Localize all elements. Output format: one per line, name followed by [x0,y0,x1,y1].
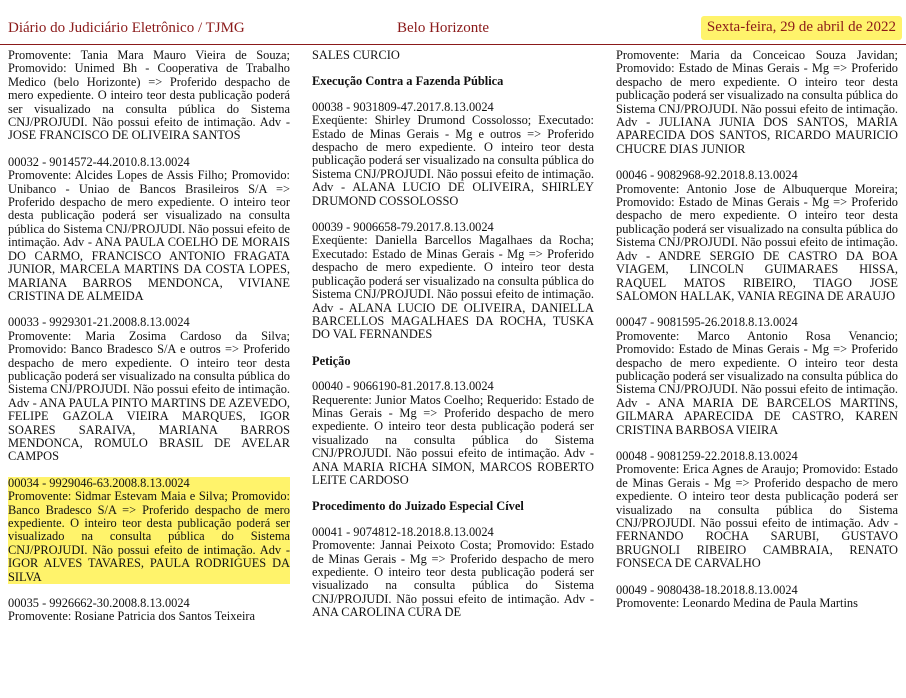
journal-title: Diário do Judiciário Eletrônico / TJMG [8,20,245,36]
column-1 [8,49,290,637]
entry [312,526,594,620]
entry [616,169,898,303]
entry-body: Promovente: Sidmar Estevam Maia e Silva; Promovido: Banco Bradesco S/A => Proferido despacho de mero expediente. O inteiro teor desta publicação poderá ser visualizado na consulta pública do Sistema CNJ/PROJUDI. Não possui efeito de intimação. Adv - IGOR ALVES TAVARES, PAULA RODRIGUES DA SILVA [8,489,290,584]
entry [312,221,594,342]
process-number: 00048 - 9081259-22.2018.8.13.0024 [616,448,798,463]
entry [8,156,290,303]
entry-body: SALES CURCIO [312,48,400,62]
entry [8,597,290,624]
entry-body: Promovente: Rosiane Patricia dos Santos Teixeira [8,609,256,624]
entry [312,49,594,62]
process-number: 00041 - 9074812-18.2018.8.13.0024 [312,524,494,539]
process-number: 00035 - 9926662-30.2008.8.13.0024 [8,596,190,611]
entry-body: Promovente: Maria Zosima Cardoso da Silva; Promovido: Banco Bradesco S/A e outros => Proferido despacho de mero expediente. O inteiro teor desta publicação poderá ser visualizado na consulta pública do Sistema CNJ/PROJUDI. Não possui efeito de intimação. Adv - ANA PAULA PINTO MARTINS DE AZEVEDO, FELIPE GAZOLA VIEIRA MARQUES, IGOR SOARES SARAIVA, MARIANA BARROS MENDONCA, ROMULO BRASIL DE AVELAR CAMPOS [8,328,290,464]
process-number: 00046 - 9082968-92.2018.8.13.0024 [616,168,798,183]
process-number: 00033 - 9929301-21.2008.8.13.0024 [8,315,190,330]
section-title: Execução Contra a Fazenda Pública [312,74,504,89]
entry-body: Exeqüente: Shirley Drumond Cossolosso; Executado: Estado de Minas Gerais - Mg e outros => Proferido despacho de mero expediente. O inteiro teor desta publicação poderá ser visualizado na consulta pública do Sistema CNJ/PROJUDI. Não possui efeito de intimação. Adv - ALANA LUCIO DE OLIVEIRA, SHIRLEY DRUMOND COSSOLOSSO [312,113,594,208]
entry-body: Exeqüente: Daniella Barcellos Magalhaes da Rocha; Executado: Estado de Minas Gerais - Mg => Proferido despacho de mero expediente. O inteiro teor desta publicação poderá ser visualizado na consulta pública do Sistema CNJ/PROJUDI. Não possui efeito de intimação. Adv - ALANA LUCIO DE OLIVEIRA, DANIELLA BARCELLOS MAGALHAES DA ROCHA, TUSKA DO VAL FERNANDES [312,233,594,342]
entry [616,49,898,156]
process-number: 00032 - 9014572-44.2010.8.13.0024 [8,154,190,169]
entry-body: Promovente: Tania Mara Mauro Vieira de Souza; Promovido: Unimed Bh - Cooperativa de Trabalho Medico (belo Horizonte) => Proferido despacho de mero expediente. O inteiro teor desta publicação poderá ser visualizado na consulta pública do Sistema CNJ/PROJUDI. Não possui efeito de intimação. Adv - JOSE FRANCISCO DE OLIVEIRA SANTOS [8,48,290,143]
entry-body: Promovente: Marco Antonio Rosa Venancio; Promovido: Estado de Minas Gerais - Mg => Proferido despacho de mero expediente. O inteiro teor desta publicação poderá ser visualizado na consulta pública do Sistema CNJ/PROJUDI. Não possui efeito de intimação. Adv - ANA MARIA DE BARCELOS MARTINS, GILMARA APARECIDA DE CASTRO, KAREN CRISTINA BARBOSA VIEIRA [616,328,898,437]
publication-date: Sexta-feira, 29 de abril de 2022 [701,16,902,40]
process-number: 00040 - 9066190-81.2017.8.13.0024 [312,379,494,394]
entry [8,49,290,143]
entry [616,450,898,571]
entry-body: Promovente: Erica Agnes de Araujo; Promovido: Estado de Minas Gerais - Mg => Proferido despacho de mero expediente. O inteiro teor desta publicação poderá ser visualizado na consulta pública do Sistema CNJ/PROJUDI. Não possui efeito de intimação. Adv - FERNANDO ROCHA SARUBI, GUSTAVO BRUGNOLI RIBEIRO CAMBRAIA, RENATO FONSECA DE CARVALHO [616,462,898,571]
entry-body: Promovente: Maria da Conceicao Souza Javidan; Promovido: Estado de Minas Gerais - Mg => Proferido despacho de mero expediente. O inteiro teor desta publicação poderá ser visualizado na consulta pública do Sistema CNJ/PROJUDI. Não possui efeito de intimação. Adv - JULIANA JUNIA DOS SANTOS, MARIA APARECIDA DOS SANTOS, RICARDO MAURICIO CHUCRE DIAS JUNIOR [616,48,898,156]
entry-body: Requerente: Junior Matos Coelho; Requerido: Estado de Minas Gerais - Mg => Proferido despacho de mero expediente. O inteiro teor desta publicação poderá ser visualizado na consulta pública do Sistema CNJ/PROJUDI. Não possui efeito de intimação. Adv - ANA MARIA RICHA SIMON, MARCOS ROBERTO LEITE CARDOSO [312,392,594,487]
process-number: 00038 - 9031809-47.2017.8.13.0024 [312,99,494,114]
entry [616,316,898,437]
column-2 [312,49,594,633]
entry-body: Promovente: Alcides Lopes de Assis Filho; Promovido: Unibanco - Uniao de Bancos Brasileiros S/A => Proferido despacho de mero expediente. O inteiro teor desta publicação poderá ser visualizado na consulta pública do Sistema CNJ/PROJUDI. Não possui efeito de intimação. Adv - ANA PAULA COELHO DE MORAIS DO CARMO, FRANCISCO ANTONIO FRAGATA JUNIOR, MARCELA MARTINS DA COSTA LOPES, MARIANA BARROS MENDONCA, VIVIANE CRISTINA DE ALMEIDA [8,168,290,303]
city-name: Belo Horizonte [397,20,490,36]
entry-body: Promovente: Jannai Peixoto Costa; Promovido: Estado de Minas Gerais - Mg => Proferido despacho de mero expediente. O inteiro teor desta publicação poderá ser visualizado na consulta pública do Sistema CNJ/PROJUDI. Não possui efeito de intimação. Adv - ANA CAROLINA CURA DE [312,538,594,620]
entry-body: Promovente: Leonardo Medina de Paula Martins [616,596,858,611]
entry [616,584,898,611]
section-title: Procedimento do Juizado Especial Cível [312,499,524,514]
page-header [0,0,906,45]
entry-body: Promovente: Antonio Jose de Albuquerque Moreira; Promovido: Estado de Minas Gerais - Mg => Proferido despacho de mero expediente. O inteiro teor desta publicação poderá ser visualizado na consulta pública do Sistema CNJ/PROJUDI. Não possui efeito de intimação. Adv - ANDRE SERGIO DE CASTRO DA BOA VIAGEM, LINCOLN GUIMARAES HISSA, RAQUEL MATOS RIBEIRO, TIAGO JOSE SALOMON HALLAK, VANIA REGINA DE ARAUJO [616,181,898,303]
process-number: 00034 - 9929046-63.2008.8.13.0024 [8,475,190,490]
highlighted-entry [8,477,290,584]
entry [312,380,594,487]
column-3 [616,49,898,623]
section-title: Petição [312,353,351,368]
entry [8,316,290,463]
process-number: 00039 - 9006658-79.2017.8.13.0024 [312,220,494,235]
process-number: 00047 - 9081595-26.2018.8.13.0024 [616,315,798,330]
entry [312,101,594,208]
process-number: 00049 - 9080438-18.2018.8.13.0024 [616,582,798,597]
